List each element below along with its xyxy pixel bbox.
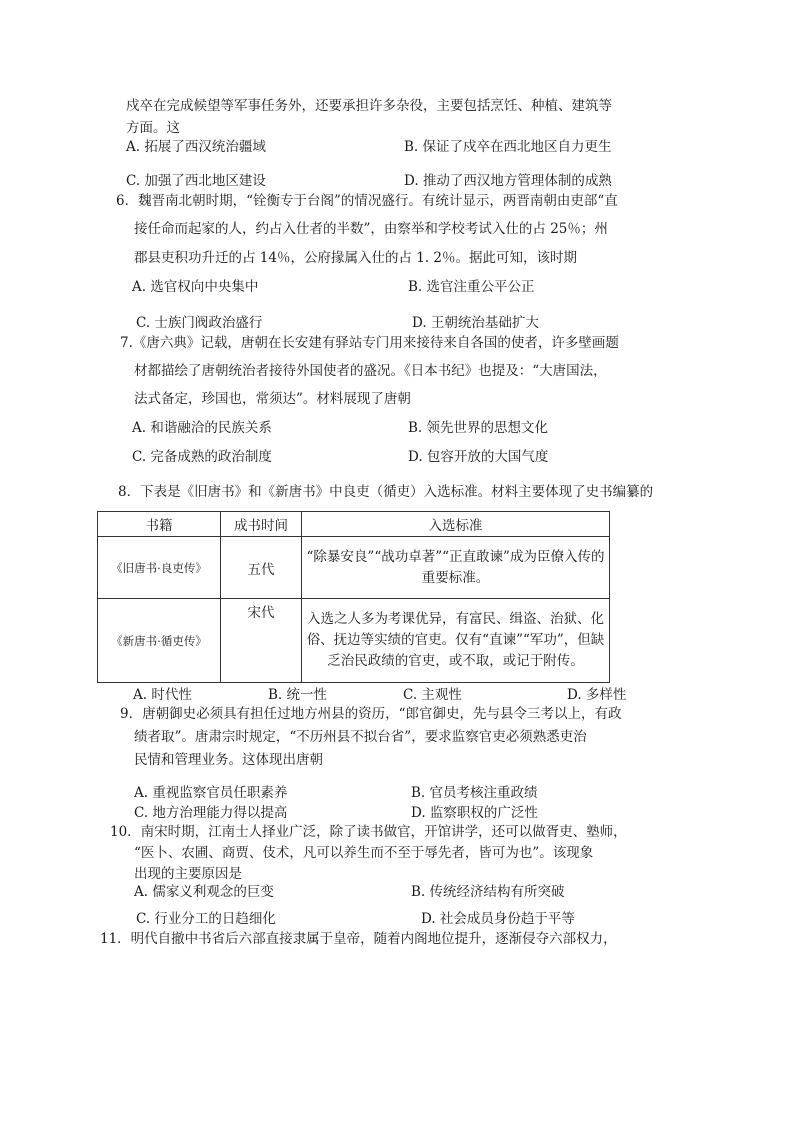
q6-stem-line1: 6．魏晋南北朝时期，“铨衡专于台阁”的情况盛行。有统计显示，两晋南朝由吏部“直 — [116, 193, 618, 209]
q5-option-a: A. 拓展了西汉统治疆域 — [126, 139, 266, 155]
q7-option-a: A. 和谐融洽的民族关系 — [132, 420, 272, 436]
table-cell-criteria: “除暴安良”“战功卓著”“正直敢谏”成为臣僚入传的重要标准。 — [302, 537, 610, 599]
q6-stem-line3: 郡县吏积功升迁的占 14％，公府掾属入仕的占 1. 2％。据此可知，该时期 — [134, 250, 578, 266]
q8-option-a: A. 时代性 — [133, 687, 192, 703]
q6-option-a: A. 选官权向中央集中 — [132, 279, 259, 295]
table-cell-book: 《旧唐书·良吏传》 — [98, 537, 221, 599]
q7-option-b: B. 领先世界的思想文化 — [408, 420, 549, 436]
q9-option-a: A. 重视监察官员任职素养 — [134, 785, 288, 801]
q9-stem-line3: 民情和管理业务。这体现出唐朝 — [134, 752, 323, 768]
q9-stem-line2: 绩者取”。唐肃宗时规定，“不历州县不拟台省”，要求监察官吏必须熟悉吏治 — [134, 729, 587, 745]
q10-stem-line3: 出现的主要原因是 — [134, 866, 242, 882]
q10-option-a: A. 儒家义利观念的巨变 — [134, 884, 274, 900]
q10-option-d: D. 社会成员身份趋于平等 — [421, 911, 575, 927]
table-cell-time: 宋代 — [221, 599, 302, 683]
table-header-book: 书籍 — [98, 512, 221, 537]
q5-stem-line1: 戍卒在完成候望等军事任务外，还要承担许多杂役，主要包括烹饪、种植、建筑等 — [126, 98, 612, 114]
q7-stem-line1: 7.《唐六典》记载，唐朝在长安建有驿站专门用来接待来自各国的使者，许多壁画题 — [120, 335, 619, 351]
table-row — [98, 599, 610, 683]
table-header-criteria: 入选标准 — [302, 512, 610, 537]
table-header-row — [98, 512, 610, 537]
selection-criteria-table — [97, 511, 610, 683]
q9-option-b: B. 官员考核注重政绩 — [411, 785, 538, 801]
table-cell-book: 《新唐书·循吏传》 — [98, 599, 221, 683]
q8-option-d: D. 多样性 — [567, 687, 627, 703]
table-cell-time: 五代 — [221, 537, 302, 599]
q9-stem-line1: 9．唐朝御史必须具有担任过地方州县的资历，“郎官御史，先与县令三考以上，有政 — [120, 706, 622, 722]
q7-option-d: D. 包容开放的大国气度 — [408, 449, 549, 465]
q8-option-b: B. 统一性 — [268, 687, 328, 703]
q5-option-d: D. 推动了西汉地方管理体制的成熟 — [404, 173, 612, 189]
q10-stem-line2: “医卜、农圃、商贾、伎术，凡可以养生而不至于辱先者，皆可为也”。该现象 — [134, 845, 594, 861]
q10-option-c: C. 行业分工的日趋细化 — [136, 911, 276, 927]
q7-option-c: C. 完备成熟的政治制度 — [132, 449, 272, 465]
q10-option-b: B. 传统经济结构有所突破 — [411, 884, 565, 900]
table-row — [98, 537, 610, 599]
q6-option-c: C. 士族门阀政治盛行 — [136, 315, 263, 331]
q8-option-c: C. 主观性 — [403, 687, 462, 703]
q7-stem-line3: 法式备定，珍国也，常须达”。材料展现了唐朝 — [134, 391, 411, 407]
q7-stem-line2: 材都描绘了唐朝统治者接待外国使者的盛况。《日本书纪》也提及：“大唐国法， — [134, 363, 607, 379]
table-cell-criteria: 入选之人多为考课优异，有富民、缉盗、治狱、化俗、抚边等实绩的官吏。仅有“直谏”“军功”，但缺乏治民政绩的官吏，或不取，或记于附传。 — [302, 599, 610, 683]
q6-stem-line2: 接任命而起家的人，约占入仕者的半数”，由察举和学校考试入仕的占 25％；州 — [134, 221, 608, 237]
table-header-time: 成书时间 — [221, 512, 302, 537]
q6-option-b: B. 选官注重公平公正 — [408, 279, 535, 295]
q5-option-b: B. 保证了戍卒在西北地区自力更生 — [404, 139, 612, 155]
q9-option-d: D. 监察职权的广泛性 — [411, 805, 538, 821]
q8-stem: 8．下表是《旧唐书》和《新唐书》中良吏（循吏）入选标准。材料主要体现了史书编纂的 — [118, 484, 654, 500]
q5-stem-line2: 方面。这 — [126, 120, 180, 136]
q10-stem-line1: 10．南宋时期，江南士人择业广泛，除了读书做官，开馆讲学，还可以做胥吏、塾师， — [110, 824, 627, 840]
q6-option-d: D. 王朝统治基础扩大 — [412, 315, 539, 331]
q11-stem-line1: 11．明代自撤中书省后六部直接隶属于皇帝，随着内阁地位提升，逐渐侵夺六部权力， — [100, 931, 617, 947]
q5-option-c: C. 加强了西北地区建设 — [126, 173, 266, 189]
q9-option-c: C. 地方治理能力得以提高 — [134, 805, 288, 821]
